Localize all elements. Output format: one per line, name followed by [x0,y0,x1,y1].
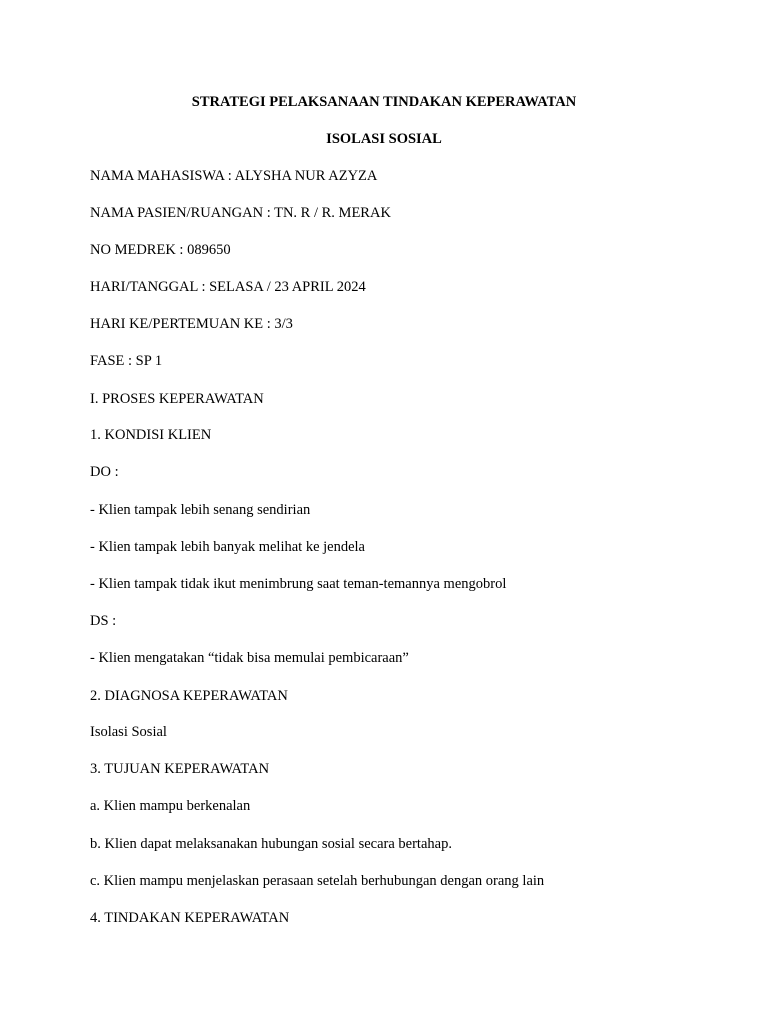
subsection-heading: 1. KONDISI KLIEN [90,427,212,443]
medical-record-line: NO MEDREK : 089650 [90,242,231,258]
subsection-heading: 3. TUJUAN KEPERAWATAN [90,761,270,777]
list-item: - Klien tampak tidak ikut menimbrung saat teman-temannya mengobrol [90,576,507,592]
subsection-heading: 4. TINDAKAN KEPERAWATAN [90,910,290,926]
meeting-line: HARI KE/PERTEMUAN KE : 3/3 [90,316,293,332]
list-item: - Klien mengatakan “tidak bisa memulai pembicaraan” [90,650,409,666]
day-date-line: HARI/TANGGAL : SELASA / 23 APRIL 2024 [90,279,366,295]
do-label: DO : [90,464,119,480]
list-item: - Klien tampak lebih banyak melihat ke jendela [90,539,365,555]
section-heading: I. PROSES KEPERAWATAN [90,391,264,407]
patient-room-line: NAMA PASIEN/RUANGAN : TN. R / R. MERAK [90,205,391,221]
phase-line: FASE : SP 1 [90,353,163,369]
list-item: c. Klien mampu menjelaskan perasaan setelah berhubungan dengan orang lain [90,873,545,889]
list-item: - Klien tampak lebih senang sendirian [90,502,311,518]
student-name-line: NAMA MAHASISWA : ALYSHA NUR AZYZA [90,168,378,184]
subsection-heading: 2. DIAGNOSA KEPERAWATAN [90,688,288,704]
list-item: b. Klien dapat melaksanakan hubungan sosial secara bertahap. [90,836,452,852]
document-title: STRATEGI PELAKSANAAN TINDAKAN KEPERAWATAN [191,94,577,110]
ds-label: DS : [90,613,117,629]
list-item: a. Klien mampu berkenalan [90,798,251,814]
diagnosis-text: Isolasi Sosial [90,724,167,740]
document-subtitle: ISOLASI SOSIAL [326,131,442,147]
